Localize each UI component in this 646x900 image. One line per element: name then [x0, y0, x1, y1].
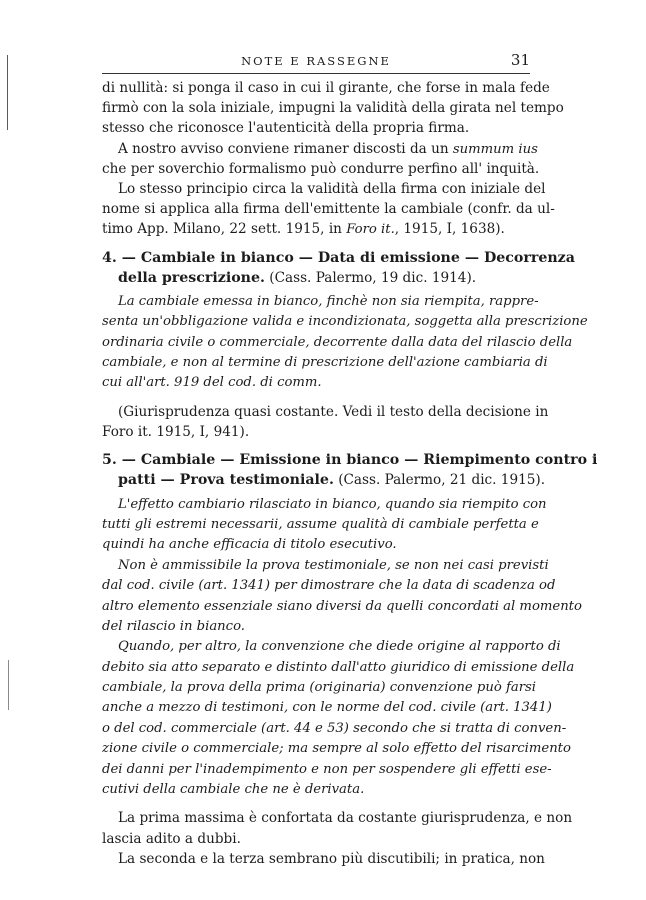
- maxim-line: L'effetto cambiario rilasciato in bianco, quando sia riempito con: [118, 496, 547, 512]
- section-5-heading-cont: [102, 470, 546, 490]
- maxim-line: anche a mezzo di testimoni, con le norme del cod. civile (art. 1341): [102, 700, 552, 716]
- section-4-heading-cont: [102, 268, 530, 288]
- page-header: [102, 50, 530, 72]
- maxim-line: ordinaria civile o commerciale, decorrente dalla data del rilascio della: [102, 334, 573, 350]
- text-line: firmò con la sola iniziale, impugni la validità della girata nel tempo: [102, 100, 564, 117]
- maxim-line: cambiale, e non al termine di prescrizione dell'azione cambiaria di: [102, 355, 548, 371]
- section-5-heading: 5. — Cambiale — Emissione in bianco — Riempimento contro i: [102, 452, 598, 469]
- maxim-line: o del cod. commerciale (art. 44 e 53) secondo che si tratta di conven-: [102, 720, 567, 736]
- section-5-maxims: [102, 495, 582, 801]
- maxim-line: dei danni per l'inadempimento e non per sospendere gli effetti ese-: [102, 761, 552, 777]
- text-line: (Giurisprudenza quasi costante. Vedi il testo della decisione in: [118, 403, 549, 420]
- text-line: stesso che riconosce l'autenticità della propria firma.: [102, 120, 470, 137]
- maxim-line: zione civile o commerciale; ma sempre al solo effetto del risarcimento: [102, 741, 571, 757]
- text-line: Lo stesso principio circa la validità della firma con iniziale del: [118, 180, 546, 197]
- text-run: timo App. Milano, 22 sett. 1915, in: [102, 221, 347, 238]
- heading-run: patti — Prova testimoniale.: [118, 472, 334, 489]
- text-line: La prima massima è confortata da costante giurisprudenza, e non: [118, 810, 573, 827]
- maxim-line: del rilascio in bianco.: [102, 618, 245, 634]
- running-head: NOTE E RASSEGNE: [241, 54, 391, 68]
- maxim-line: La cambiale emessa in bianco, finchè non sia riempita, rappre-: [118, 293, 539, 309]
- text-line: lascia adito a dubbi.: [102, 830, 241, 847]
- maxim-line: tutti gli estremi necessarii, assume qualità di cambiale perfetta e: [102, 516, 539, 532]
- text-run: , 1915, I, 1638).: [394, 221, 505, 238]
- court-citation: (Cass. Palermo, 19 dic. 1914).: [264, 269, 477, 286]
- header-rule: [102, 73, 530, 74]
- section-4-heading: 4. — Cambiale in bianco — Data di emissione — Decorrenza: [102, 249, 575, 266]
- text-line: nome si applica alla firma dell'emittente la cambiale (confr. da ul-: [102, 201, 555, 218]
- maxim-line: Quando, per altro, la convenzione che diede origine al rapporto di: [118, 639, 561, 655]
- maxim-line: cambiale, la prova della prima (originaria) convenzione può farsi: [102, 680, 537, 696]
- italic-term: summum ius: [452, 141, 538, 157]
- text-line: [102, 139, 538, 159]
- scan-edge-mark: [7, 55, 8, 130]
- maxim-line: altro elemento essenziale siano diversi da quelli concordati al momento: [102, 598, 582, 614]
- maxim-line: cui all'art. 919 del cod. di comm.: [102, 375, 322, 391]
- text-line: che per soverchio formalismo può condurre perfino all' inquità.: [102, 160, 540, 177]
- text-line: di nullità: si ponga il caso in cui il girante, che forse in mala fede: [102, 80, 550, 96]
- maxim-line: senta un'obbligazione valida e incondizionata, soggetta alla prescrizione: [102, 314, 588, 330]
- text-run: A nostro avviso conviene rimaner discosti da un: [118, 140, 453, 157]
- section-4-maxim: [102, 292, 588, 394]
- heading-run: della prescrizione.: [118, 269, 265, 286]
- scan-edge-mark: [8, 660, 9, 710]
- maxim-line: dal cod. civile (art. 1341) per dimostrare che la data di scadenza od: [102, 578, 556, 594]
- text-line: Foro it. 1915, I, 941).: [102, 424, 250, 441]
- italic-citation: Foro it.: [346, 222, 395, 238]
- page-number: 31: [510, 51, 530, 69]
- text-line: [102, 219, 530, 239]
- maxim-line: debito sia atto separato e distinto dall'atto giuridico di emissione della: [102, 659, 575, 675]
- body-text: [102, 78, 598, 869]
- text-line: La seconda e la terza sembrano più discutibili; in pratica, non: [118, 850, 545, 867]
- court-citation: (Cass. Palermo, 21 dic. 1915).: [333, 472, 546, 489]
- maxim-line: Non è ammissibile la prova testimoniale, se non nei casi previsti: [118, 557, 549, 573]
- maxim-line: cutivi della cambiale che ne è derivata.: [102, 782, 365, 798]
- maxim-line: quindi ha anche efficacia di titolo esecutivo.: [102, 537, 397, 553]
